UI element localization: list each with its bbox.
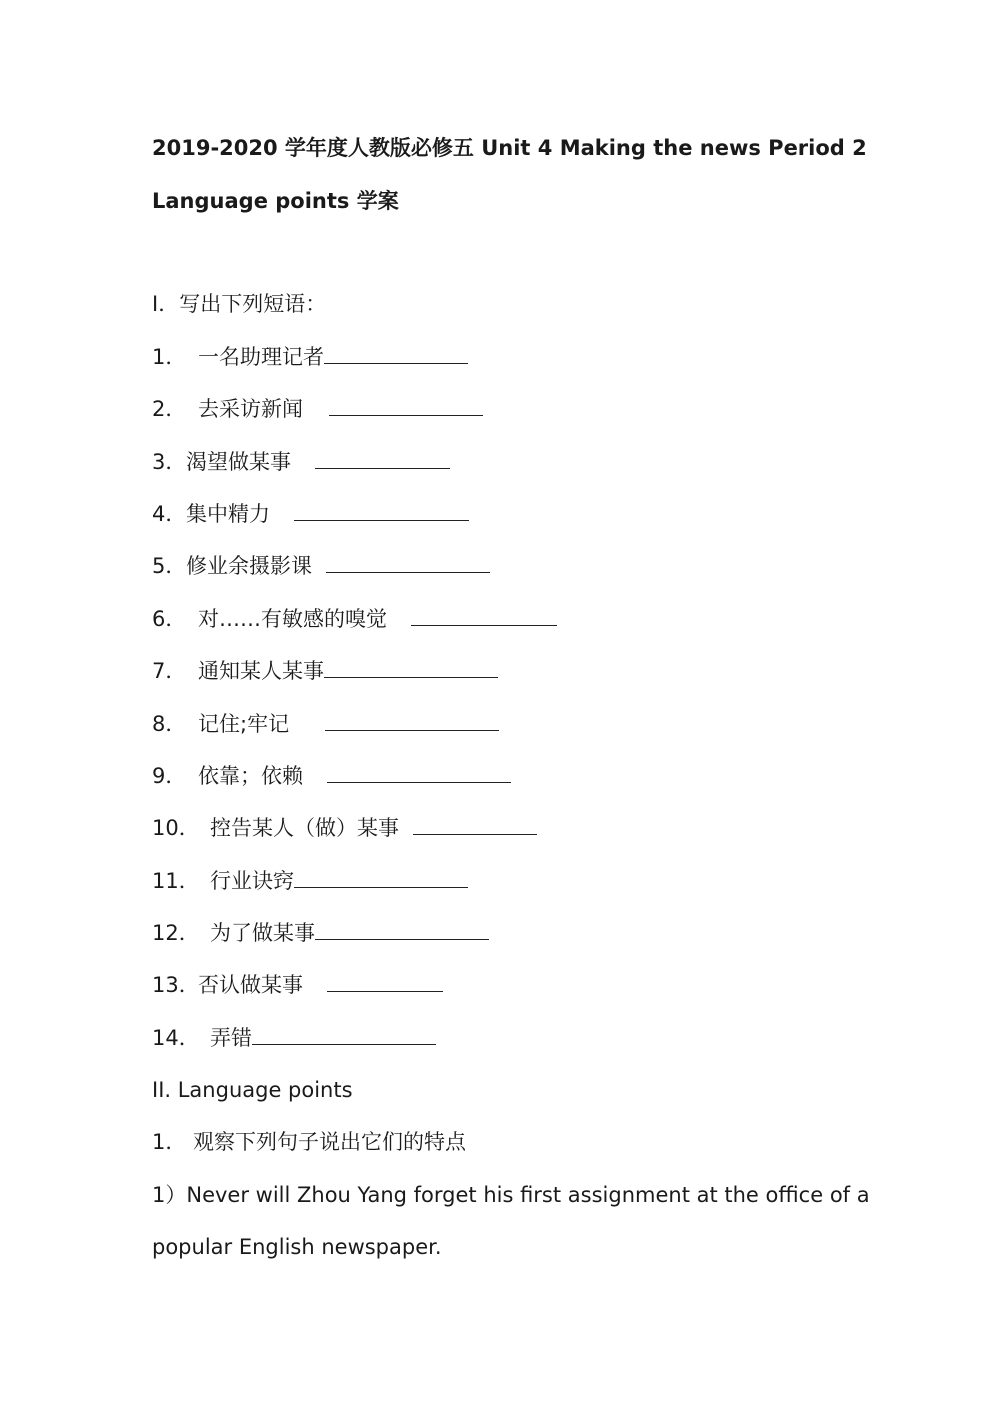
item-number: 10． xyxy=(152,816,200,840)
item-text: 修业余摄影课 xyxy=(186,554,312,578)
answer-blank[interactable] xyxy=(411,605,557,626)
phrase-item xyxy=(152,710,499,738)
item-text: 渴望做某事 xyxy=(186,450,291,474)
item-text: 记住;牢记 xyxy=(198,712,290,736)
answer-blank[interactable] xyxy=(413,814,537,835)
phrase-item xyxy=(152,657,498,685)
phrase-item xyxy=(152,500,469,528)
item-number: 8． xyxy=(152,712,187,736)
phrase-item xyxy=(152,867,468,895)
item-text: 为了做某事 xyxy=(210,921,315,945)
answer-blank[interactable] xyxy=(315,448,450,469)
answer-blank[interactable] xyxy=(315,919,489,940)
answer-blank[interactable] xyxy=(252,1024,436,1045)
answer-blank[interactable] xyxy=(329,395,483,416)
answer-blank[interactable] xyxy=(324,343,468,364)
item-number: 12． xyxy=(152,921,200,945)
item-text: 否认做某事 xyxy=(198,973,303,997)
answer-blank[interactable] xyxy=(294,867,468,888)
item-text: 集中精力 xyxy=(186,502,270,526)
item-text: 行业诀窍 xyxy=(210,869,294,893)
item-text: 通知某人某事 xyxy=(198,659,324,683)
phrase-item xyxy=(152,971,443,999)
answer-blank[interactable] xyxy=(325,710,499,731)
item-number: 11． xyxy=(152,869,200,893)
example-sentence-line-2: popular English newspaper. xyxy=(152,1235,442,1259)
item-number: 2． xyxy=(152,397,187,421)
phrase-item xyxy=(152,762,511,790)
document-title-line-2: Language points 学案 xyxy=(152,189,399,213)
item-number: 14． xyxy=(152,1026,200,1050)
item-text: 控告某人（做）某事 xyxy=(210,816,399,840)
example-sentence-line-1: 1）Never will Zhou Yang forget his first assignment at the office of a xyxy=(152,1183,870,1207)
item-number: 13． xyxy=(152,973,200,997)
answer-blank[interactable] xyxy=(327,762,511,783)
item-number: 6． xyxy=(152,607,187,631)
section-2-heading: II. Language points xyxy=(152,1078,353,1102)
item-number: 1． xyxy=(152,345,187,369)
phrase-item xyxy=(152,395,483,423)
item-number: 5． xyxy=(152,554,187,578)
document-title-line-1: 2019-2020 学年度人教版必修五 Unit 4 Making the news Period 2 xyxy=(152,136,867,160)
item-text: 对……有敏感的嗅觉 xyxy=(198,607,387,631)
answer-blank[interactable] xyxy=(327,971,443,992)
phrase-item xyxy=(152,1024,436,1052)
answer-blank[interactable] xyxy=(326,552,490,573)
item-number: 9． xyxy=(152,764,187,788)
item-text: 去采访新闻 xyxy=(198,397,303,421)
phrase-item xyxy=(152,448,450,476)
item-text: 依靠；依赖 xyxy=(198,764,303,788)
phrase-item xyxy=(152,919,489,947)
answer-blank[interactable] xyxy=(324,657,498,678)
phrase-item xyxy=(152,343,468,371)
phrase-item xyxy=(152,814,537,842)
item-number: 7． xyxy=(152,659,187,683)
section-2-subheading: 1． 观察下列句子说出它们的特点 xyxy=(152,1130,467,1154)
section-1-heading: I．写出下列短语： xyxy=(152,292,327,316)
phrase-item xyxy=(152,605,557,633)
phrase-item xyxy=(152,552,490,580)
item-number: 4． xyxy=(152,502,187,526)
item-number: 3． xyxy=(152,450,187,474)
answer-blank[interactable] xyxy=(294,500,469,521)
item-text: 弄错 xyxy=(210,1026,252,1050)
item-text: 一名助理记者 xyxy=(198,345,324,369)
